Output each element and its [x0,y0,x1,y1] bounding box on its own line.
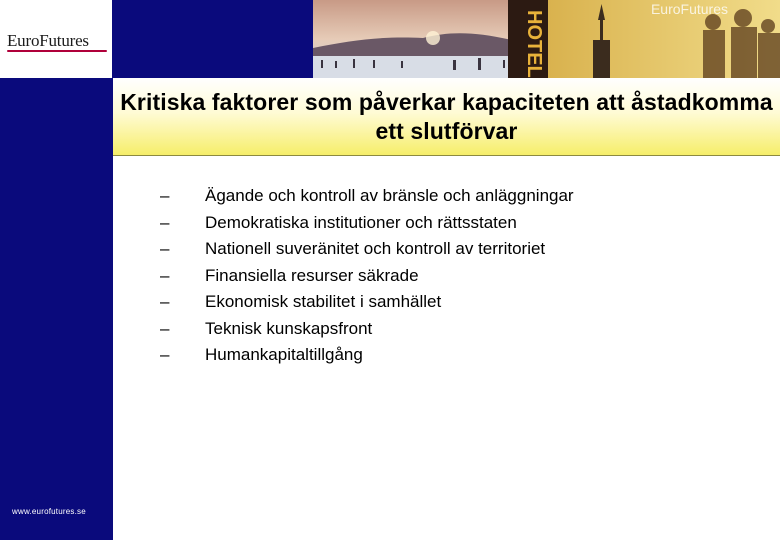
photo-brand-text: EuroFutures [650,1,728,17]
bullet-dash: – [160,265,170,285]
bullet-text: Teknisk kunskapsfront [205,318,373,338]
list-item [160,239,620,259]
list-item [160,186,620,206]
bullet-text: Ägande och kontroll av bränsle och anläggningar [205,186,574,205]
website-url[interactable]: www.eurofutures.se [12,507,86,516]
logo-text: EuroFutures [7,31,89,50]
list-item [160,292,620,312]
header-band [113,0,313,78]
bullet-dash: – [160,318,170,338]
list-item [160,319,620,339]
title-band [113,78,780,156]
bullet-dash: – [160,239,170,258]
bullet-list [160,186,620,372]
sidebar [0,78,113,540]
bullet-text: Humankapitaltillgång [205,345,363,364]
bullet-text: Nationell suveränitet och kontroll av territoriet [205,239,546,258]
bullet-text: Ekonomisk stabilitet i samhället [205,292,442,311]
list-item [160,266,620,286]
bullet-dash: – [160,292,170,311]
bullet-text: Demokratiska institutioner och rättsstaten [205,212,517,232]
bullet-text: Finansiella resurser säkrade [205,265,419,285]
logo-underline [7,50,107,52]
svg-text:HOTEL: HOTEL [523,10,545,78]
list-item [160,213,620,233]
list-item [160,345,620,365]
bullet-dash: – [160,212,170,232]
bullet-dash: – [160,186,170,205]
slide-title: Kritiska faktorer som påverkar kapaciteten att åstadkomma ett slutförvar [120,89,773,144]
header-photo [313,0,780,78]
bullet-dash: – [160,345,170,364]
logo [0,0,113,78]
